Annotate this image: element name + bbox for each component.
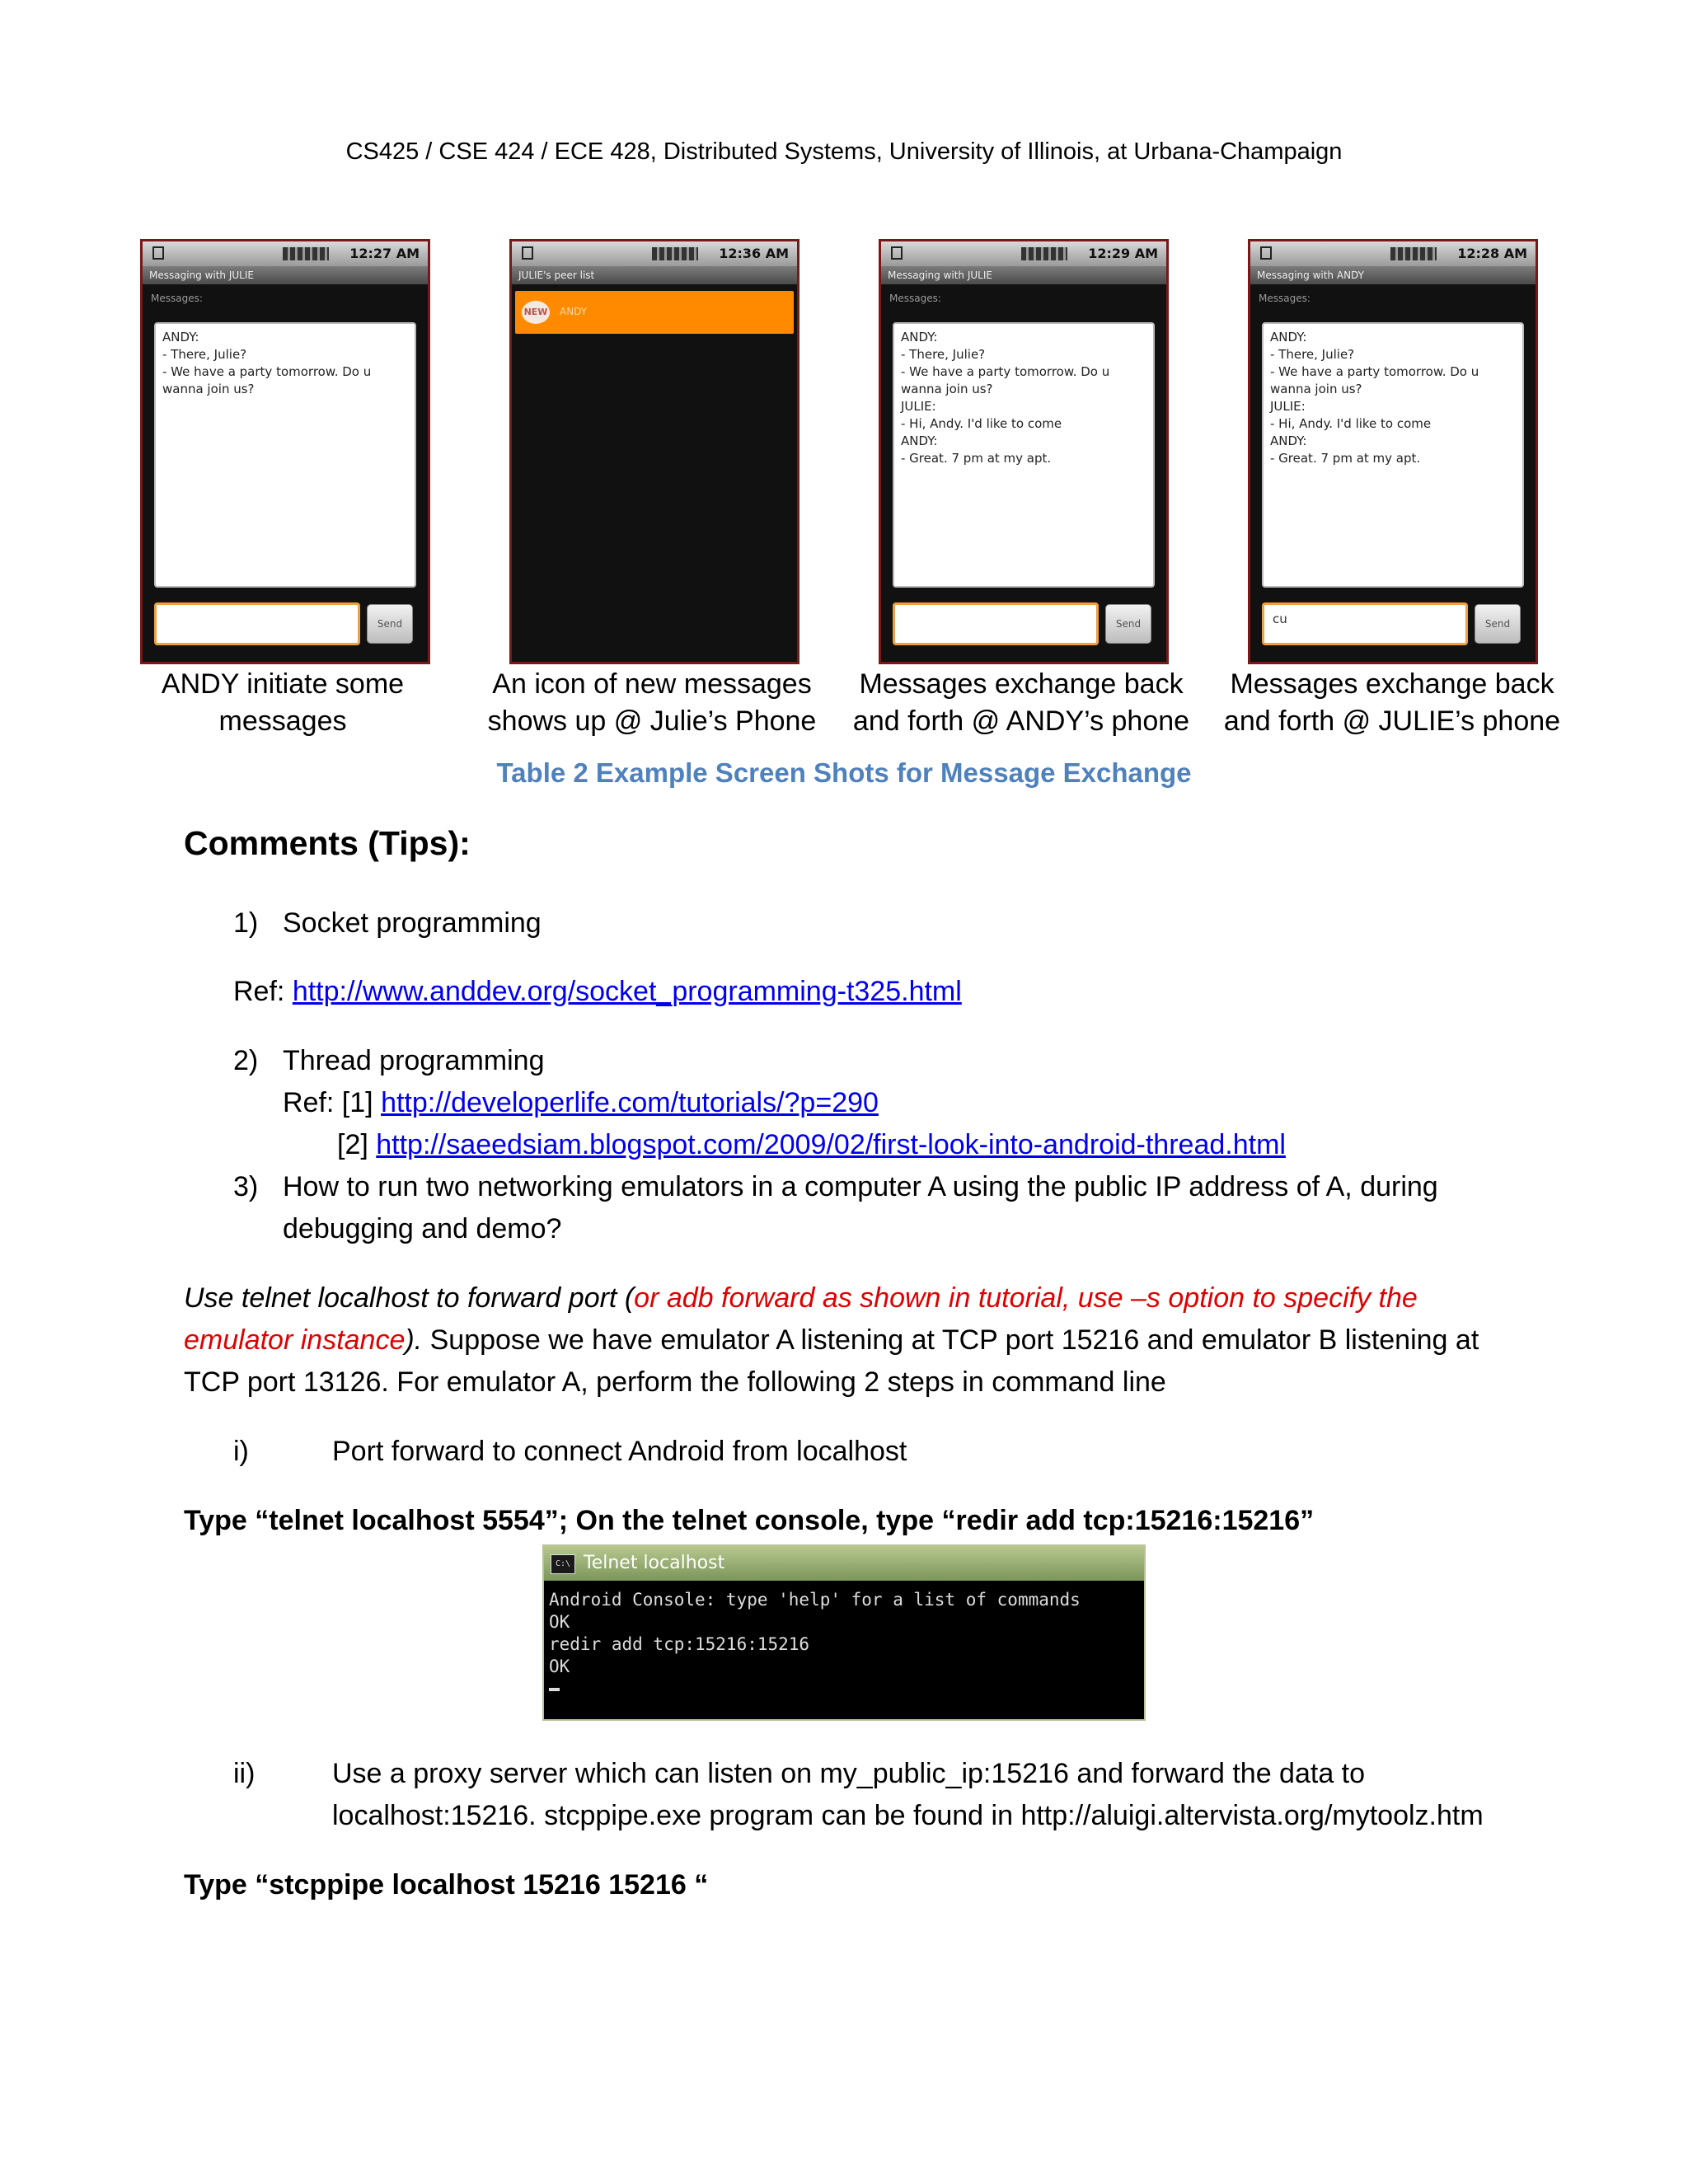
send-button[interactable]: Send (367, 604, 413, 644)
ref-label: [2] (337, 1129, 377, 1160)
step-number: i) (233, 1436, 249, 1467)
console-line: redir add tcp:15216:15216 (549, 1634, 810, 1654)
messages-label: Messages: (151, 293, 203, 304)
step-text: localhost:15216. stcppipe.exe program can be found in http://aluigi.altervista.org/mytoolz.htm (332, 1800, 1484, 1831)
message-input[interactable] (154, 602, 360, 645)
console-line: Android Console: type 'help' for a list of commands (549, 1590, 1081, 1610)
screenshot-julie-exchange (1248, 239, 1538, 664)
text-cursor (549, 1688, 560, 1691)
developerlife-link[interactable]: http://developerlife.com/tutorials/?p=290 (381, 1087, 879, 1118)
telnet-window (542, 1544, 1146, 1721)
table-caption: Table 2 Example Screen Shots for Message Exchange (496, 757, 1192, 788)
paragraph-line: TCP port 13126. For emulator A, perform the following 2 steps in command line (184, 1366, 1166, 1398)
sd-card-icon (891, 246, 903, 260)
messages-box: ANDY: - There, Julie? - We have a party tomorrow. Do u wanna join us? JULIE: - Hi, Andy. I'd like to come ANDY: - Great. 7 pm at my apt. (1262, 322, 1524, 588)
socket-programming-link[interactable]: http://www.anddev.org/socket_programming-t325.html (292, 976, 962, 1007)
step-text: Port forward to connect Android from localhost (332, 1436, 907, 1467)
sd-card-icon (152, 246, 164, 260)
console-line: OK (549, 1657, 570, 1676)
send-button[interactable]: Send (1475, 604, 1521, 644)
sd-card-icon (1260, 246, 1272, 260)
plain-text: Suppose we have emulator A listening at TCP port 15216 and emulator B listening at (422, 1324, 1479, 1356)
caption-3 (848, 666, 1194, 740)
caption-line: Messages exchange back (1230, 668, 1554, 700)
status-time: 12:29 AM (1088, 246, 1158, 261)
caption-line: messages (218, 705, 347, 737)
messages-box: ANDY: - There, Julie? - We have a party tomorrow. Do u wanna join us? JULIE: - Hi, Andy. I'd like to come ANDY: - Great. 7 pm at my apt. (893, 322, 1155, 588)
step-text: Use a proxy server which can listen on my_public_ip:15216 and forward the data to (332, 1758, 1366, 1789)
screenshot-andy-exchange (879, 239, 1169, 664)
page-header: CS425 / CSE 424 / ECE 428, Distributed Systems, University of Illinois, at Urbana-Champaign (345, 138, 1343, 165)
caption-line: ANDY initiate some (161, 668, 405, 700)
status-bar (881, 241, 1166, 266)
signal-battery-icon (1021, 247, 1067, 260)
console-line: OK (549, 1612, 570, 1632)
messages-label: Messages: (889, 293, 941, 304)
status-bar (512, 241, 797, 266)
app-title: JULIE's peer list (512, 266, 797, 284)
saeedsiam-link[interactable]: http://saeedsiam.blogspot.com/2009/02/first-look-into-android-thread.html (376, 1129, 1286, 1160)
send-button[interactable]: Send (1105, 604, 1151, 644)
signal-battery-icon (1390, 247, 1437, 260)
caption-1 (110, 666, 456, 740)
telnet-title-bar[interactable] (544, 1546, 1144, 1581)
caption-line: An icon of new messages (492, 668, 812, 700)
status-bar (1250, 241, 1536, 266)
red-italic-text: or adb forward as shown in tutorial, use –s option to specify the (634, 1282, 1418, 1314)
list-item-text: Thread programming (283, 1045, 545, 1076)
list-item-text: Socket programming (283, 907, 542, 939)
status-time: 12:27 AM (349, 246, 420, 261)
app-title: Messaging with JULIE (143, 266, 428, 284)
paragraph-line (184, 1277, 1418, 1319)
caption-line: and forth @ ANDY’s phone (852, 705, 1190, 737)
status-time: 12:36 AM (719, 246, 789, 261)
console-icon: C:\ (551, 1554, 575, 1574)
ref-label: Ref: (233, 976, 293, 1007)
new-message-icon: NEW (522, 301, 550, 324)
peer-name: ANDY (560, 306, 588, 317)
list-number: 1) (233, 907, 259, 939)
ref-label: Ref: [1] (283, 1087, 382, 1118)
list-number: 3) (233, 1171, 259, 1202)
telnet-title: Telnet localhost (584, 1553, 725, 1573)
list-item-text: How to run two networking emulators in a computer A using the public IP address of A, during (283, 1171, 1438, 1202)
caption-line: Messages exchange back (859, 668, 1184, 700)
bold-instruction: Type “telnet localhost 5554”; On the telnet console, type “redir add tcp:15216:15216” (184, 1505, 1315, 1536)
reference-line (283, 1082, 879, 1123)
bold-instruction: Type “stcppipe localhost 15216 15216 “ (184, 1869, 709, 1900)
italic-text: Use telnet localhost to forward port ( (184, 1282, 635, 1314)
step-number: ii) (233, 1758, 256, 1789)
paragraph-line (184, 1319, 1479, 1361)
sd-card-icon (522, 246, 533, 260)
section-heading: Comments (Tips): (184, 824, 471, 862)
italic-text: ). (405, 1324, 423, 1356)
status-bar (143, 241, 428, 266)
signal-battery-icon (283, 247, 329, 260)
peer-list-item[interactable] (515, 291, 794, 334)
message-input[interactable] (893, 602, 1099, 645)
list-number: 2) (233, 1045, 259, 1076)
reference-line (337, 1124, 1286, 1165)
screenshot-andy-initiate (140, 239, 430, 664)
caption-line: and forth @ JULIE’s phone (1223, 705, 1561, 737)
app-title: Messaging with JULIE (881, 266, 1166, 284)
messages-label: Messages: (1259, 293, 1311, 304)
caption-4 (1219, 666, 1565, 740)
messages-box: ANDY: - There, Julie? - We have a party tomorrow. Do u wanna join us? (154, 322, 416, 588)
caption-2 (479, 666, 825, 740)
list-item-text: debugging and demo? (283, 1213, 562, 1244)
signal-battery-icon (652, 247, 698, 260)
app-title: Messaging with ANDY (1250, 266, 1536, 284)
status-time: 12:28 AM (1457, 246, 1527, 261)
caption-line: shows up @ Julie’s Phone (487, 705, 817, 737)
reference-line (233, 971, 962, 1012)
red-italic-text: emulator instance (184, 1324, 406, 1356)
message-input[interactable]: cu (1262, 602, 1468, 645)
console-cursor-line (549, 1678, 1139, 1700)
telnet-console[interactable] (549, 1589, 1139, 1700)
screenshot-peer-list (509, 239, 799, 664)
